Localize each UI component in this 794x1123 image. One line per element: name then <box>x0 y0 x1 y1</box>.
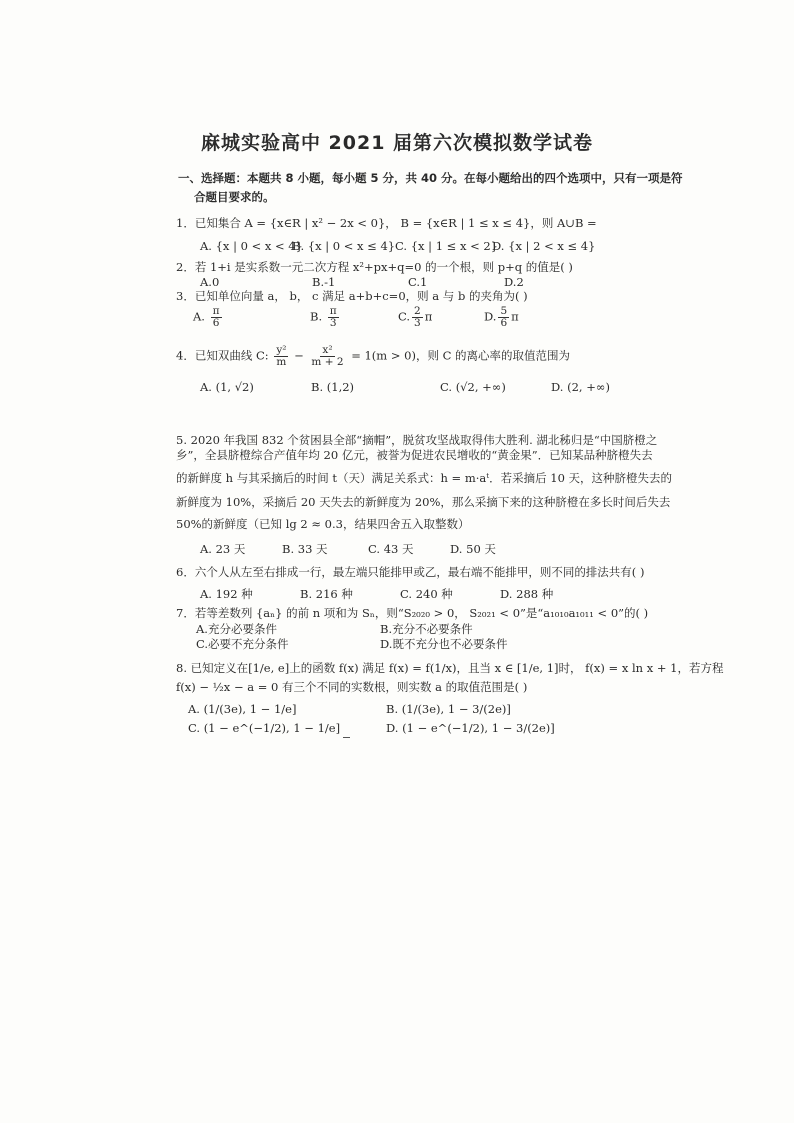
q7-option-d: D.既不充分也不必要条件 <box>380 637 508 651</box>
q8-option-d: D. (1 − e^(−1/2), 1 − 3/(2e)] <box>386 721 555 735</box>
q5-line-2: 乡”，全县脐橙综合产值年均 20 亿元，被誉为促进农民增收的“黄金果”．已知某品种脐橙失去 <box>176 448 653 462</box>
q4-fraction-1: $\frac{\text{y²}}{m}$ <box>276 344 287 369</box>
q3-option-d <box>484 306 519 329</box>
q3-option-b-label: B. <box>310 309 323 324</box>
q3-option-c <box>398 306 432 329</box>
q8-line-1: 8. 已知定义在[1/e, e]上的函数 f(x) 满足 f(x) = f(1/x)，且当 x ∈ [1/e, 1]时， f(x) = x ln x + 1，若方程 <box>176 661 724 675</box>
section-heading-line1: 一、选择题：本题共 8 小题，每小题 5 分，共 40 分。在每小题给出的四个选项中，只有一项是符 <box>178 171 683 185</box>
q6-option-d: D. 288 种 <box>500 587 554 601</box>
exam-title: 麻城实验高中 2021 届第六次模拟数学试卷 <box>200 132 594 154</box>
q6-option-c: C. 240 种 <box>400 587 453 601</box>
q1-option-d: D. {x | 2 < x ≤ 4} <box>492 239 596 253</box>
q4-option-d: D. (2, +∞) <box>551 380 610 394</box>
q3-stem: 3．已知单位向量 a， b， c 满足 a+b+c=0，则 a 与 b 的夹角为( ) <box>176 289 528 303</box>
q4-option-a: A. (1, √2) <box>200 380 254 394</box>
q5-line-3: 的新鲜度 h 与其采摘后的时间 t（天）满足关系式：h = m·aᵗ．若采摘后 10 天，这种脐橙失去的 <box>176 471 673 485</box>
q1-stem: 1．已知集合 A = {x∈R | x² − 2x < 0}， B = {x∈R | 1 ≤ x ≤ 4}，则 A∪B = <box>176 216 597 230</box>
q4-stem-prefix: 4．已知双曲线 C: <box>176 348 269 363</box>
q2-option-b: B.-1 <box>312 275 336 289</box>
q8-line-2: f(x) − ½x − a = 0 有三个不同的实数根，则实数 a 的取值范围是( ) <box>176 680 528 694</box>
q7-option-b: B.充分不必要条件 <box>380 622 473 636</box>
q5-option-b: B. 33 天 <box>282 542 328 556</box>
q3-option-a-fraction: $\frac{\pi}{6}$ <box>212 305 220 330</box>
q5-line-4: 新鲜度为 10%，采摘后 20 天失去的新鲜度为 20%，那么采摘下来的这种脐橙在多长时间后失去 <box>176 495 671 509</box>
q3-option-c-pi: π <box>424 309 433 324</box>
q1-option-b: B. {x | 0 < x ≤ 4} <box>292 239 396 253</box>
q3-option-a-label: A. <box>193 309 205 324</box>
q3-option-b-fraction: $\frac{\pi}{3}$ <box>329 305 337 330</box>
q3-option-a <box>193 306 224 329</box>
q3-option-d-label: D. <box>484 309 497 324</box>
q8-option-b: B. (1/(3e), 1 − 3/(2e)] <box>386 702 511 716</box>
q3-option-c-label: C. <box>398 309 411 324</box>
q6-stem: 6．六个人从左至右排成一行，最左端只能排甲或乙，最右端不能排甲，则不同的排法共有( ) <box>176 565 645 579</box>
q8-option-a: A. (1/(3e), 1 − 1/e] <box>188 702 297 716</box>
q1-option-c: C. {x | 1 ≤ x < 2} <box>395 239 499 253</box>
q7-option-c: C.必要不充分条件 <box>196 637 289 651</box>
q2-option-d: D.2 <box>504 275 524 289</box>
q5-option-d: D. 50 天 <box>450 542 496 556</box>
q4-option-b: B. (1,2) <box>311 380 355 394</box>
q6-option-a: A. 192 种 <box>200 587 253 601</box>
q5-option-c: C. 43 天 <box>368 542 414 556</box>
q3-option-c-fraction: $\frac{2}{3}$ <box>414 305 421 330</box>
q7-option-a: A.充分必要条件 <box>196 622 277 636</box>
q5-option-a: A. 23 天 <box>200 542 246 556</box>
q3-option-d-pi: π <box>511 309 519 324</box>
section-heading-line2: 合题目要求的。 <box>194 190 275 204</box>
q4-stem <box>176 345 570 368</box>
q3-option-d-fraction: $\frac{5}{6}$ <box>500 305 508 330</box>
q6-option-b: B. 216 种 <box>300 587 353 601</box>
q3-option-b <box>310 306 341 329</box>
scan-mark <box>343 737 350 738</box>
q4-stem-suffix: = 1(m > 0)，则 C 的离心率的取值范围为 <box>351 348 571 363</box>
q4-minus: − <box>294 348 304 363</box>
q5-line-5: 50%的新鲜度（已知 lg 2 ≈ 0.3，结果四舍五入取整数） <box>176 517 470 531</box>
q4-fraction-2: $\frac{\text{x²}}{m + 2}$ <box>311 344 344 369</box>
q1-option-a: A. {x | 0 < x < 4} <box>200 239 303 253</box>
q2-stem: 2．若 1+i 是实系数一元二次方程 x²+px+q=0 的一个根，则 p+q 的值是( ) <box>176 260 573 274</box>
q2-option-c: C.1 <box>408 275 428 289</box>
q2-option-a: A.0 <box>200 275 220 289</box>
q4-option-c: C. (√2, +∞) <box>440 380 506 394</box>
q5-line-1: 5. 2020 年我国 832 个贫困县全部“摘帽”，脱贫攻坚战取得伟大胜利. 湖北秭归是“中国脐橙之 <box>176 433 658 447</box>
q7-stem: 7．若等差数列 {aₙ} 的前 n 项和为 Sₙ，则“S₂₀₂₀ > 0， S₂₀₂₁ < 0”是“a₁₀₁₀a₁₀₁₁ < 0”的( ) <box>176 606 649 620</box>
q8-option-c: C. (1 − e^(−1/2), 1 − 1/e] <box>188 721 341 735</box>
